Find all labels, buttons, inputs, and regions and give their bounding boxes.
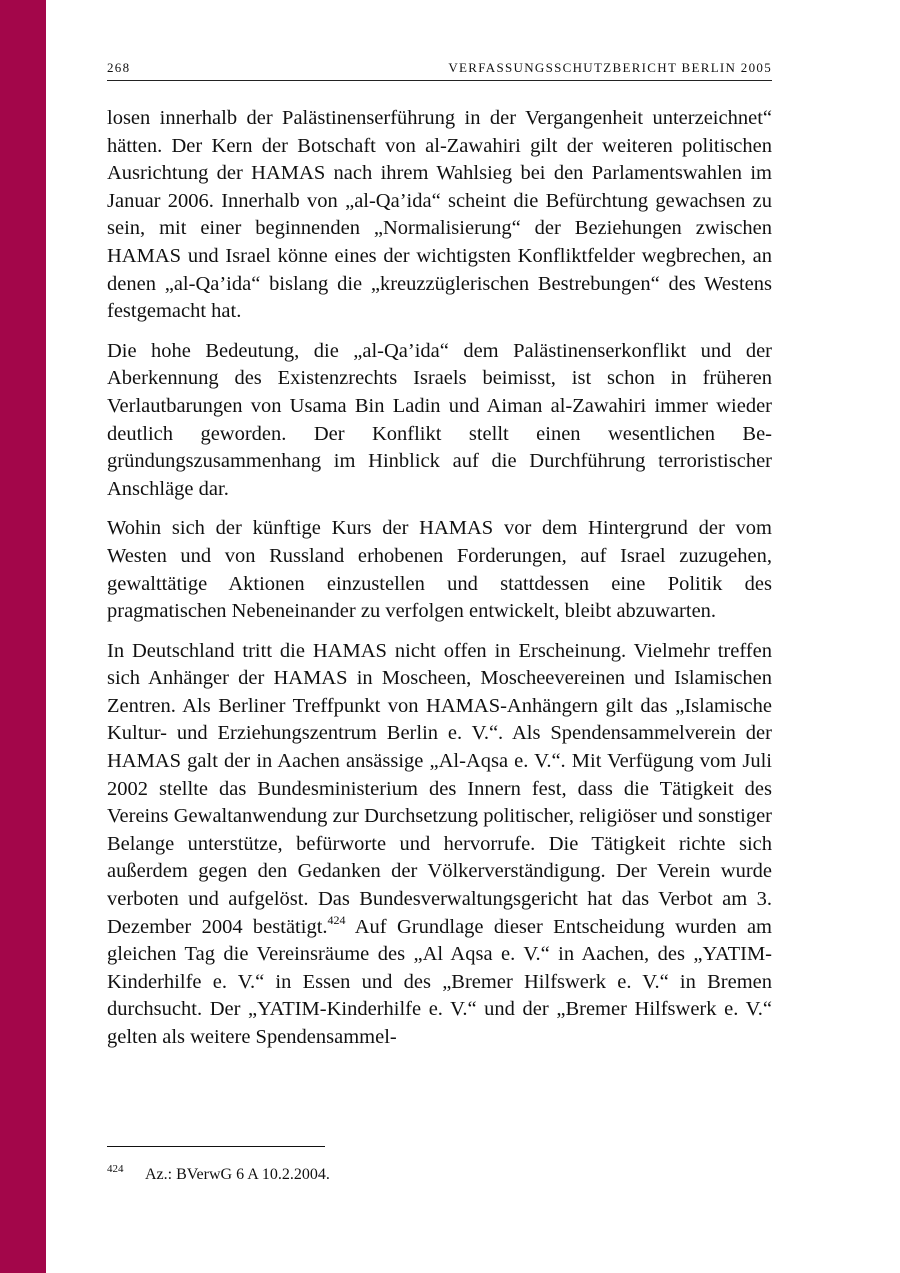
- paragraph-4-text-b: Auf Grundlage dieser Entscheidung wurden am gleichen Tag die Vereinsräume des „Al Aqsa e. V.“ in Aachen, des „YATIM-Kinderhilfe e. V.“ in Essen und des „Bremer Hilfswerk e. V.“ in Bremen durchsucht. Der „YATIM-Kinderhilfe e. V.“ und der „Bremer Hilfswerk e. V.“ gelten als weitere Spendensammel-: [107, 915, 772, 1048]
- paragraph-4: [107, 638, 772, 1052]
- running-title: VERFASSUNGSSCHUTZBERICHT BERLIN 2005: [448, 60, 772, 75]
- footnote-number: 424: [107, 1163, 124, 1175]
- paragraph-4-text-a: In Deutschland tritt die HAMAS nicht offen in Erscheinung. Vielmehr treffen sich Anhänger der HAMAS in Moscheen, Moscheevereinen und Islamischen Zentren. Als Berliner Treffpunkt von HAMAS-Anhängern gilt das „Islamische Kultur- und Erziehungszentrum Berlin e. V.“. Als Spendensammelverein der HAMAS galt der in Aachen ansässige „Al-Aqsa e. V.“. Mit Verfügung vom Juli 2002 stellte das Bundesministerium des Innern fest, dass die Tätigkeit des Vereins Gewaltanwendung zur Durchsetzung politischer, religiöser und sonstiger Belange unterstütze, befürworte und hervorrufe. Die Tätigkeit richte sich außerdem gegen den Gedanken der Völkerverständigung. Der Verein wurde verboten und aufgelöst. Das Bundesverwaltungsgericht hat das Verbot am 3. Dezember 2004 bestätigt.: [107, 639, 772, 938]
- footnote: [107, 1163, 330, 1184]
- footnote-reference[interactable]: 424: [327, 912, 346, 927]
- paragraph-3: Wohin sich der künftige Kurs der HAMAS vor dem Hintergrund der vom Westen und von Russland erhobenen Forderungen, auf Israel zuzugehen, gewalttätige Aktionen einzustellen und stattdessen eine Politik des pragmatischen Nebeneinander zu verfolgen entwickelt, bleibt abzuwarten.: [107, 517, 772, 623]
- paragraph-2: Die hohe Bedeutung, die „al-Qa’ida“ dem Palästinenserkonflikt und der Aberkennung des Existenzrechts Israels beimisst, ist schon in früheren Verlautbarungen von Usama Bin Ladin und Aiman al-Zawahiri immer wieder deutlich geworden. Der Konflikt stellt einen wesentlichen Begründungszusammenhang im Hinblick auf die Durchführung terroristischer Anschläge dar.: [107, 339, 772, 500]
- paragraph-1: losen innerhalb der Palästinenserführung in der Vergangenheit unterzeichnet“ hätten. Der Kern der Botschaft von al-Zawahiri gilt der weiteren politischen Ausrichtung der HAMAS nach ihrem Wahlsieg bei den Parlamentswahlen im Januar 2006. Innerhalb von „al-Qa’ida“ scheint die Befürchtung gewachsen zu sein, mit einer beginnenden „Normalisierung“ der Beziehungen zwischen HAMAS und Israel könne eines der wichtigsten Konfliktfelder wegbrechen, an denen „al-Qa’ida“ bislang die „kreuzzüglerischen Bestrebungen“ des Westens festgemacht hat.: [107, 107, 772, 323]
- running-header: [107, 60, 772, 81]
- footnote-separator: [107, 1146, 325, 1147]
- side-color-bar: [0, 0, 46, 1273]
- footnote-text: Az.: BVerwG 6 A 10.2.2004.: [145, 1166, 330, 1183]
- document-page: [107, 60, 772, 1064]
- page-number: 268: [107, 60, 131, 75]
- body-text: [107, 105, 772, 1052]
